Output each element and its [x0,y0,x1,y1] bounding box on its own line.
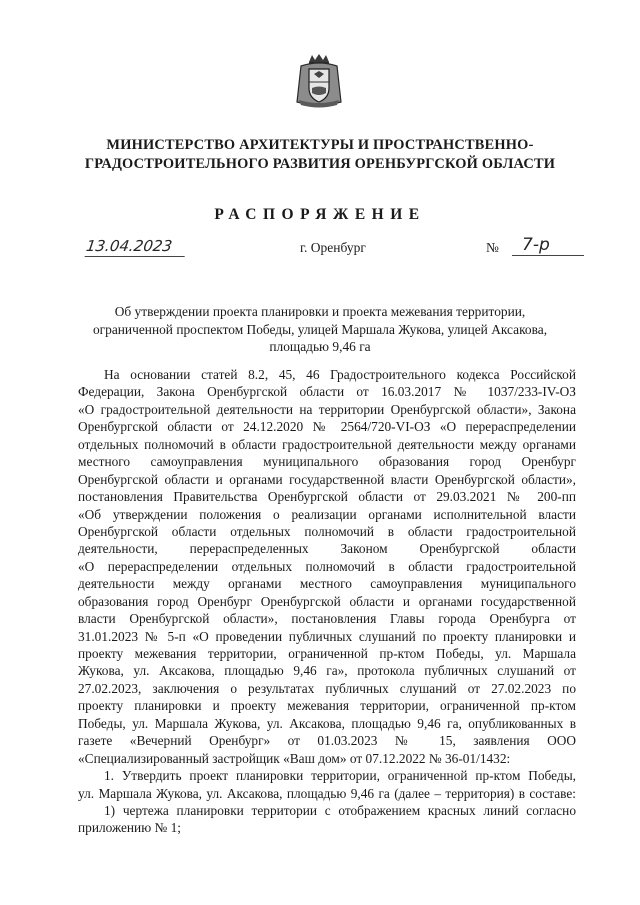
body-line: Жукова, ул. Аксакова, площадью 9,46 га», протокола публичных слушаний от [78,663,576,679]
body-line: деятельности между органами местного самоуправления муниципального [78,576,576,592]
body-line: 1) чертежа планировки территории с отображением красных линий согласно [104,802,576,818]
document-number: 7-р [512,235,584,256]
body-line: Победы, ул. Маршала Жукова, ул. Аксакова, площадью 9,46 га, опубликованных в [78,715,576,731]
body-line: На основании статей 8.2, 45, 46 Градостроительного кодекса Российской [104,367,576,382]
body-line: «Специализированный застройщик «Ваш дом» от 07.12.2022 № 36-01/1432: [78,750,511,766]
body-line: отдельных полномочий в области градостроительной деятельности между органами [78,436,576,452]
body-line: Федерации, Закона Оренбургской области от 16.03.2017 № 1037/233-IV-ОЗ [78,384,576,400]
body-line: деятельности, перераспределенных Законом Оренбургской области [78,541,576,557]
document-type-title: РАСПОРЯЖЕНИЕ [214,206,426,223]
body-line: «О градостроительной деятельности на территории Оренбургской области», Закона [78,401,576,417]
number-sign: № [486,240,499,255]
body-line: власти Оренбургской области», постановления Главы города Оренбурга от [78,611,576,627]
body-line: «О перераспределении отдельных полномочий в области градостроительной [78,558,576,574]
ministry-name-line-1: МИНИСТЕРСТВО АРХИТЕКТУРЫ И ПРОСТРАНСТВЕННО- [106,137,534,153]
body-line: образования город Оренбург Оренбургской области и органами государственной [78,593,576,609]
body-line: «Об утверждении положения о реализации органами исполнительной власти [78,506,576,522]
document-date: 13.04.2023 [85,237,188,257]
subject-line: площадью 9,46 га [269,339,371,354]
body-line: Оренбургской области от 24.12.2020 № 2564/720-VI-ОЗ «О перераспределении [78,419,576,435]
body-line: Оренбургской области отдельных полномочий в области градостроительной [78,523,576,539]
body-line: 27.02.2023, заключения о результатах публичных слушаний от 27.02.2023 по [78,680,576,696]
subject-line: Об утверждении проекта планировки и проекта межевания территории, [114,304,526,319]
body-line: проекту межевания территории, ограниченной пр-ктом Победы, ул. Маршала [78,646,576,661]
body-line: постановления Правительства Оренбургской области от 29.03.2021 № 200-пп [78,489,576,505]
document-city: г. Оренбург [300,240,366,255]
body-line: проекту планировки и проекту межевания территории, ограниченной пр-ктом [78,698,576,714]
document-body [78,366,576,837]
orenburg-coat-of-arms-icon [295,52,343,108]
body-line: газете «Вечерний Оренбург» от 01.03.2023 № 15, заявления ООО [78,733,576,749]
body-line: Оренбургской области и органами государственной власти Оренбургской области», [78,471,576,487]
document-meta-row [0,237,640,267]
document-subject [70,303,570,356]
subject-line: ограниченной проспектом Победы, улицей Маршала Жукова, улицей Аксакова, [92,321,548,337]
body-line: местного самоуправления муниципального образования город Оренбург [78,454,576,470]
body-line: приложению № 1; [78,820,181,836]
ministry-name-line-2: ГРАДОСТРОИТЕЛЬНОГО РАЗВИТИЯ ОРЕНБУРГСКОЙ ОБЛАСТИ [84,156,556,172]
body-line: ул. Маршала Жукова, ул. Аксакова, площадью 9,46 га (далее – территория) в составе: [78,785,576,801]
body-line: 31.01.2023 № 5-п «О проведении публичных слушаний по проекту планировки и [78,628,576,644]
body-line: 1. Утвердить проект планировки территории, ограниченной пр-ктом Победы, [104,768,576,784]
